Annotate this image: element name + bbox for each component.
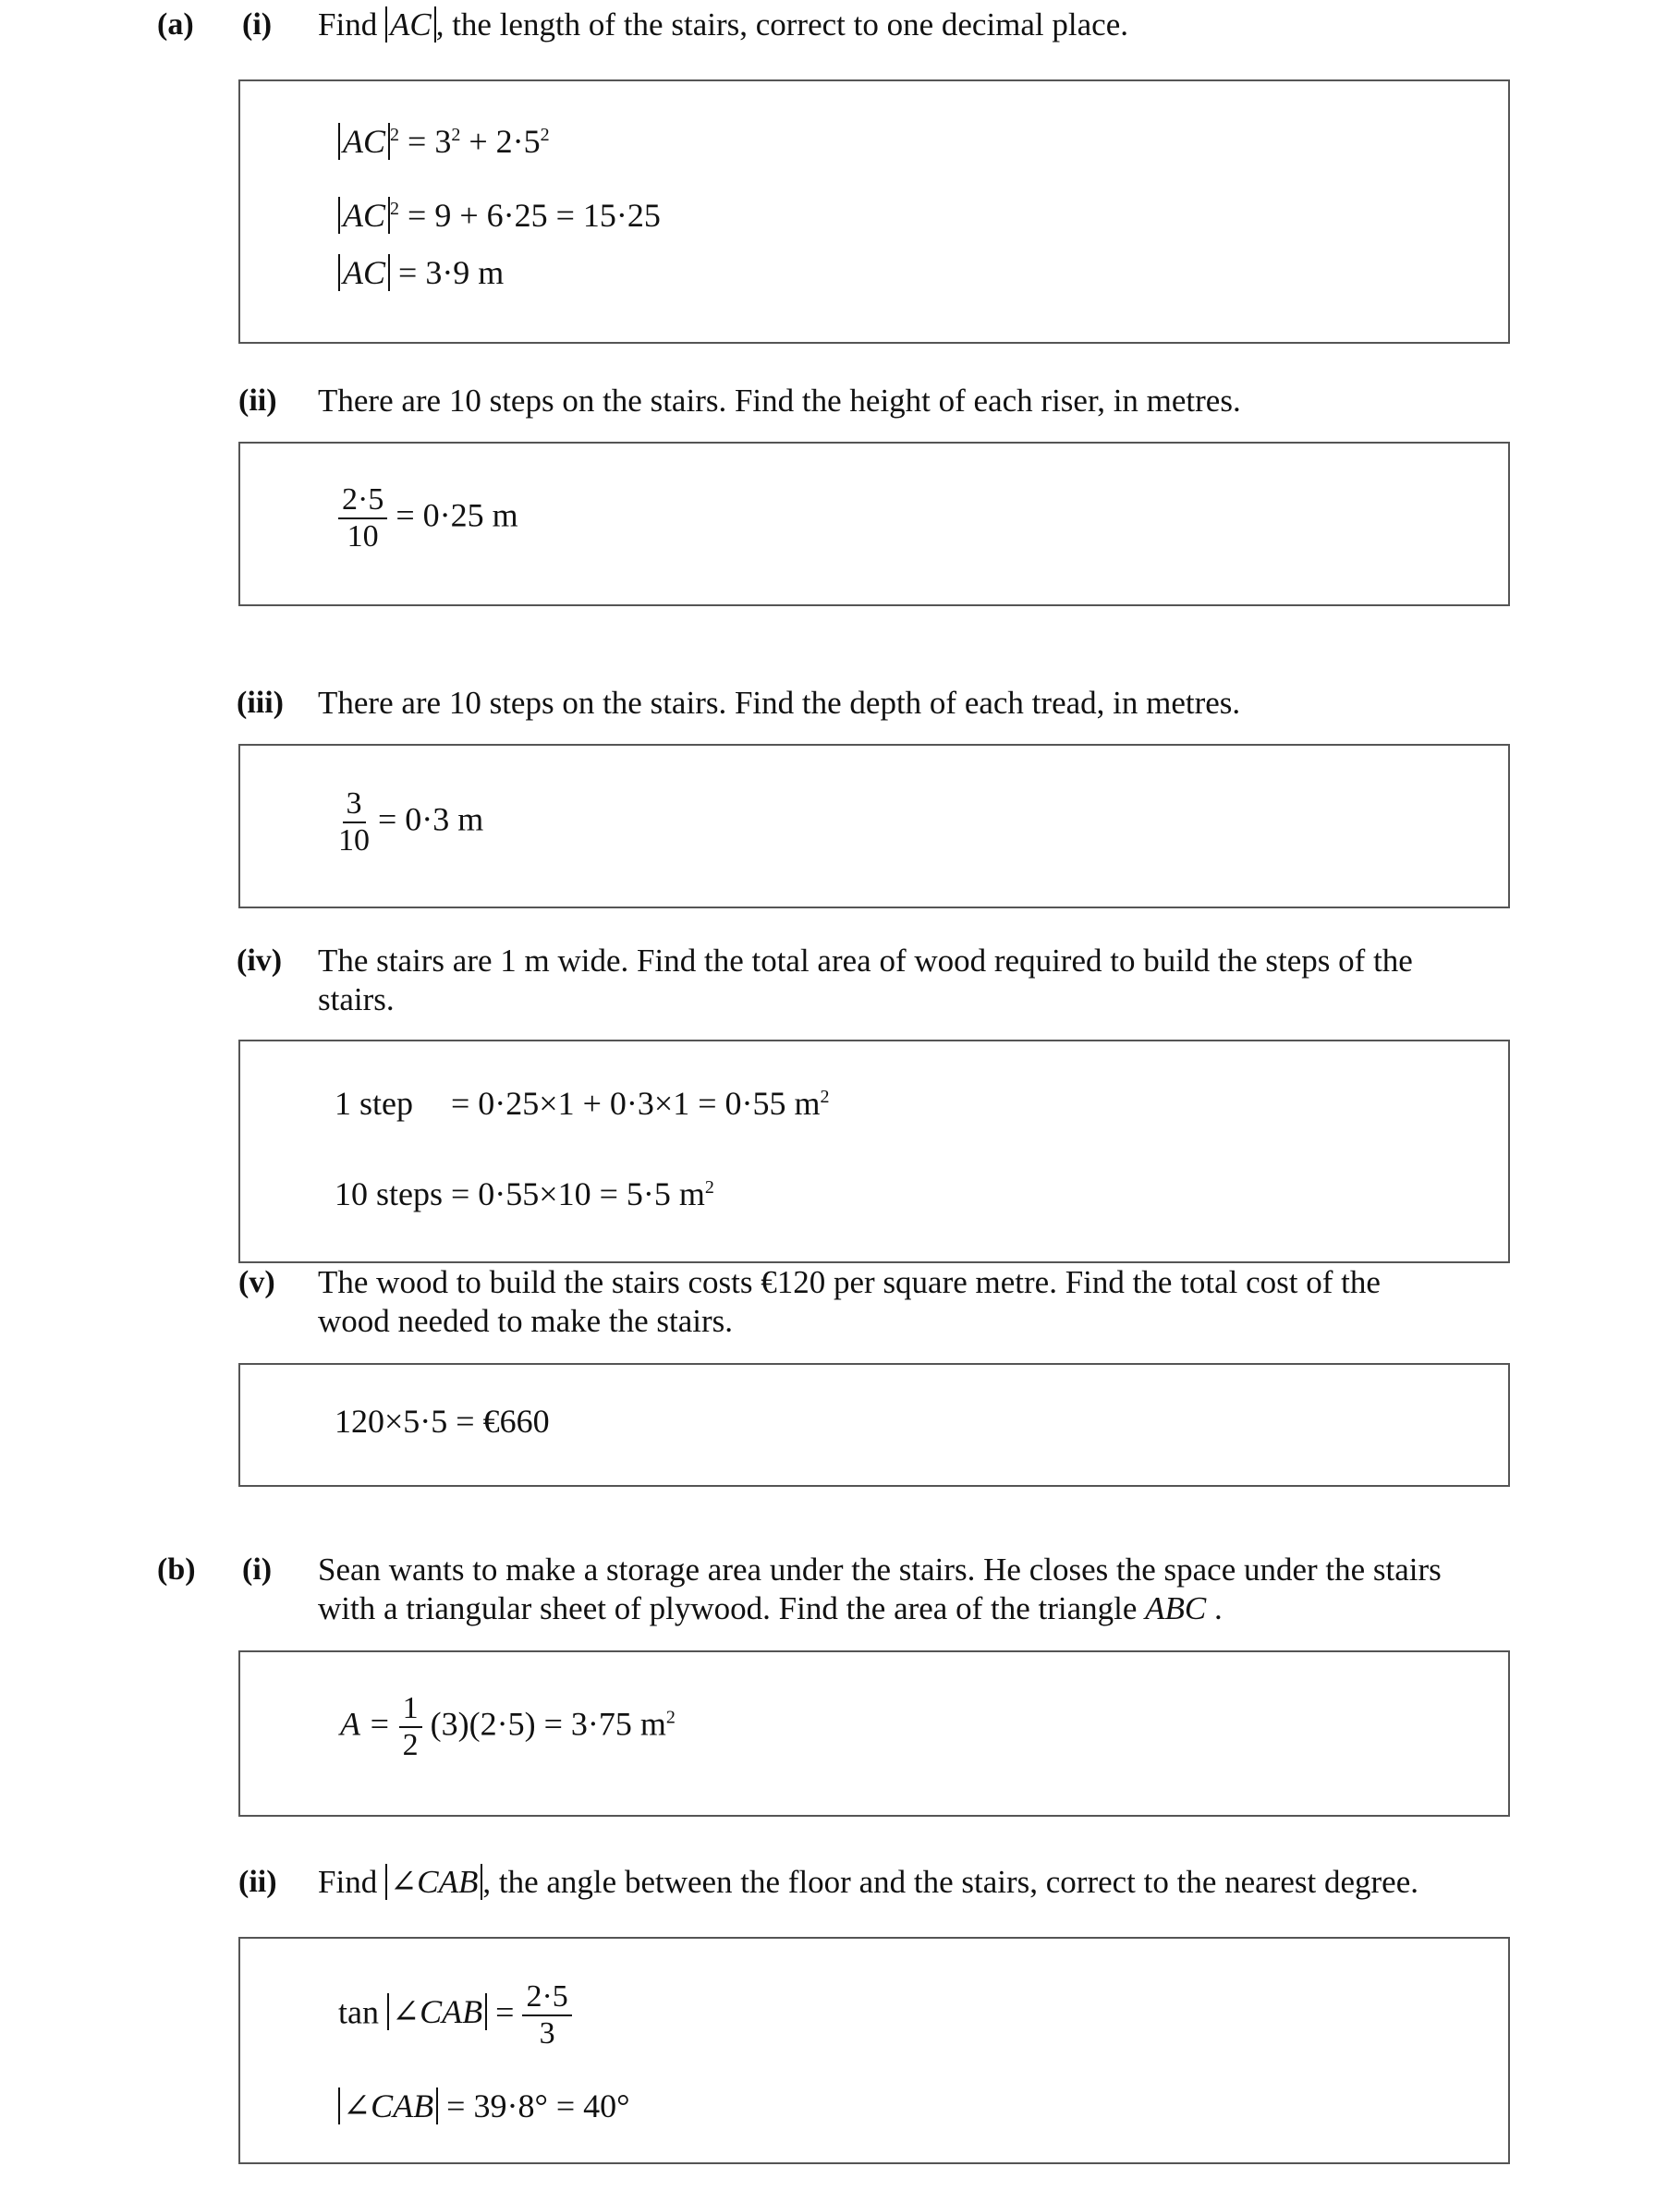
angle-cab: ∠CAB: [385, 1864, 482, 1900]
tan-line: [338, 1981, 572, 2050]
working-line: [338, 788, 483, 857]
question-text: [318, 1863, 1418, 1902]
exponent: 2: [540, 125, 550, 145]
numerator: 2·5: [338, 484, 387, 519]
fraction: [338, 788, 370, 857]
question-line-1: The wood to build the stairs costs €120 per square metre. Find the total cost of the: [318, 1264, 1381, 1300]
question-line-2: wood needed to make the stairs.: [318, 1303, 734, 1339]
working-line-2: [338, 196, 661, 235]
exponent: 2: [704, 1177, 714, 1198]
result: = 0·25 m: [396, 496, 518, 534]
denominator: 10: [338, 823, 370, 858]
question-text: There are 10 steps on the stairs. Find the height of each riser, in metres.: [318, 383, 1241, 419]
part-b-label: (b): [157, 1552, 196, 1587]
denominator: 2: [402, 1728, 419, 1762]
denominator: 3: [539, 2016, 555, 2051]
exponent: 2: [451, 125, 461, 145]
area-lhs: A =: [340, 1705, 391, 1743]
question-number: (ii): [238, 1865, 277, 1899]
question-text: [318, 1263, 1381, 1341]
step-label: 1 step: [335, 1085, 413, 1122]
exponent: 2: [820, 1087, 830, 1107]
answer-box-a-iv: [238, 1040, 1510, 1263]
answer-box-b-ii: [238, 1937, 1510, 2164]
triangle-name: ABC: [1145, 1590, 1207, 1626]
answer-box-b-i: [238, 1650, 1510, 1817]
question-number: (iv): [237, 943, 283, 978]
question-number: (ii): [238, 383, 277, 418]
question-number: (iii): [237, 686, 284, 720]
tan-label: tan: [338, 1993, 379, 2031]
area-calc: [340, 1693, 676, 1761]
question-line-1: The stairs are 1 m wide. Find the total area of wood required to build the steps of the: [318, 943, 1413, 979]
cost-calc: 120×5·5 = €660: [335, 1403, 550, 1440]
question-text: [318, 942, 1413, 1019]
steps-label: 10 steps: [335, 1175, 443, 1212]
ac-length: AC: [385, 6, 436, 43]
rhs-part-2: + 2·5: [469, 123, 541, 160]
steps-calc: [451, 1175, 714, 1213]
rhs-part-1: = 3: [408, 123, 452, 160]
question-number: (v): [238, 1265, 275, 1299]
question-line-2: [318, 1589, 1442, 1628]
question-number: (i): [242, 1552, 273, 1587]
working-line: [338, 484, 518, 553]
line-prefix: with a triangular sheet of plywood. Find the area of the triangle: [318, 1590, 1138, 1626]
question-text: [318, 1551, 1442, 1628]
angle-cab: ∠CAB: [387, 1993, 487, 2030]
question-text: There are 10 steps on the stairs. Find the depth of each tread, in metres.: [318, 685, 1241, 721]
denominator: 10: [347, 519, 379, 554]
fraction: [338, 484, 387, 553]
angle-result-line: [338, 2087, 630, 2125]
working-line-1: [338, 122, 550, 161]
answer-box-a-iii: [238, 744, 1510, 908]
exponent: 2: [665, 1707, 676, 1728]
angle-cab: ∠CAB: [338, 2087, 438, 2124]
calc-text: = 0·25×1 + 0·3×1 = 0·55 m: [451, 1085, 821, 1122]
exponent: 2: [390, 125, 400, 145]
question-rest: , the length of the stairs, correct to one decimal place.: [435, 6, 1128, 43]
rhs: = 9 + 6·25 = 15·25: [408, 197, 661, 234]
rhs: = 3·9 m: [398, 254, 505, 291]
numerator: 2·5: [522, 1981, 571, 2016]
question-prefix: Find: [318, 1864, 378, 1900]
ac-abs: AC: [338, 123, 390, 160]
fraction: [522, 1981, 571, 2050]
working-line-3: [338, 253, 504, 292]
numerator: 1: [399, 1693, 422, 1728]
question-rest: , the angle between the floor and the stairs, correct to the nearest degree.: [482, 1864, 1418, 1900]
question-number: (i): [242, 7, 273, 42]
result: = 39·8° = 40°: [446, 2087, 630, 2124]
equals: =: [495, 1993, 515, 2031]
question-text: [318, 6, 1128, 44]
ac-abs: AC: [338, 197, 390, 234]
question-prefix: Find: [318, 6, 378, 43]
line-suffix: .: [1214, 1590, 1223, 1626]
ac-abs: AC: [338, 254, 390, 291]
answer-box-a-ii: [238, 442, 1510, 606]
question-line-2: stairs.: [318, 981, 395, 1017]
part-a-label: (a): [157, 7, 194, 42]
numerator: 3: [343, 788, 366, 823]
question-line-1: Sean wants to make a storage area under the stairs. He closes the space under the stairs: [318, 1552, 1442, 1588]
answer-box-a-i: [238, 79, 1510, 344]
area-rhs: (3)(2·5) = 3·75 m: [430, 1705, 666, 1743]
result: = 0·3 m: [378, 800, 484, 838]
answer-box-a-v: [238, 1363, 1510, 1487]
fraction: [399, 1693, 422, 1761]
calc-text: = 0·55×10 = 5·5 m: [451, 1175, 705, 1212]
exponent: 2: [390, 199, 400, 219]
step-calc: [451, 1084, 829, 1123]
